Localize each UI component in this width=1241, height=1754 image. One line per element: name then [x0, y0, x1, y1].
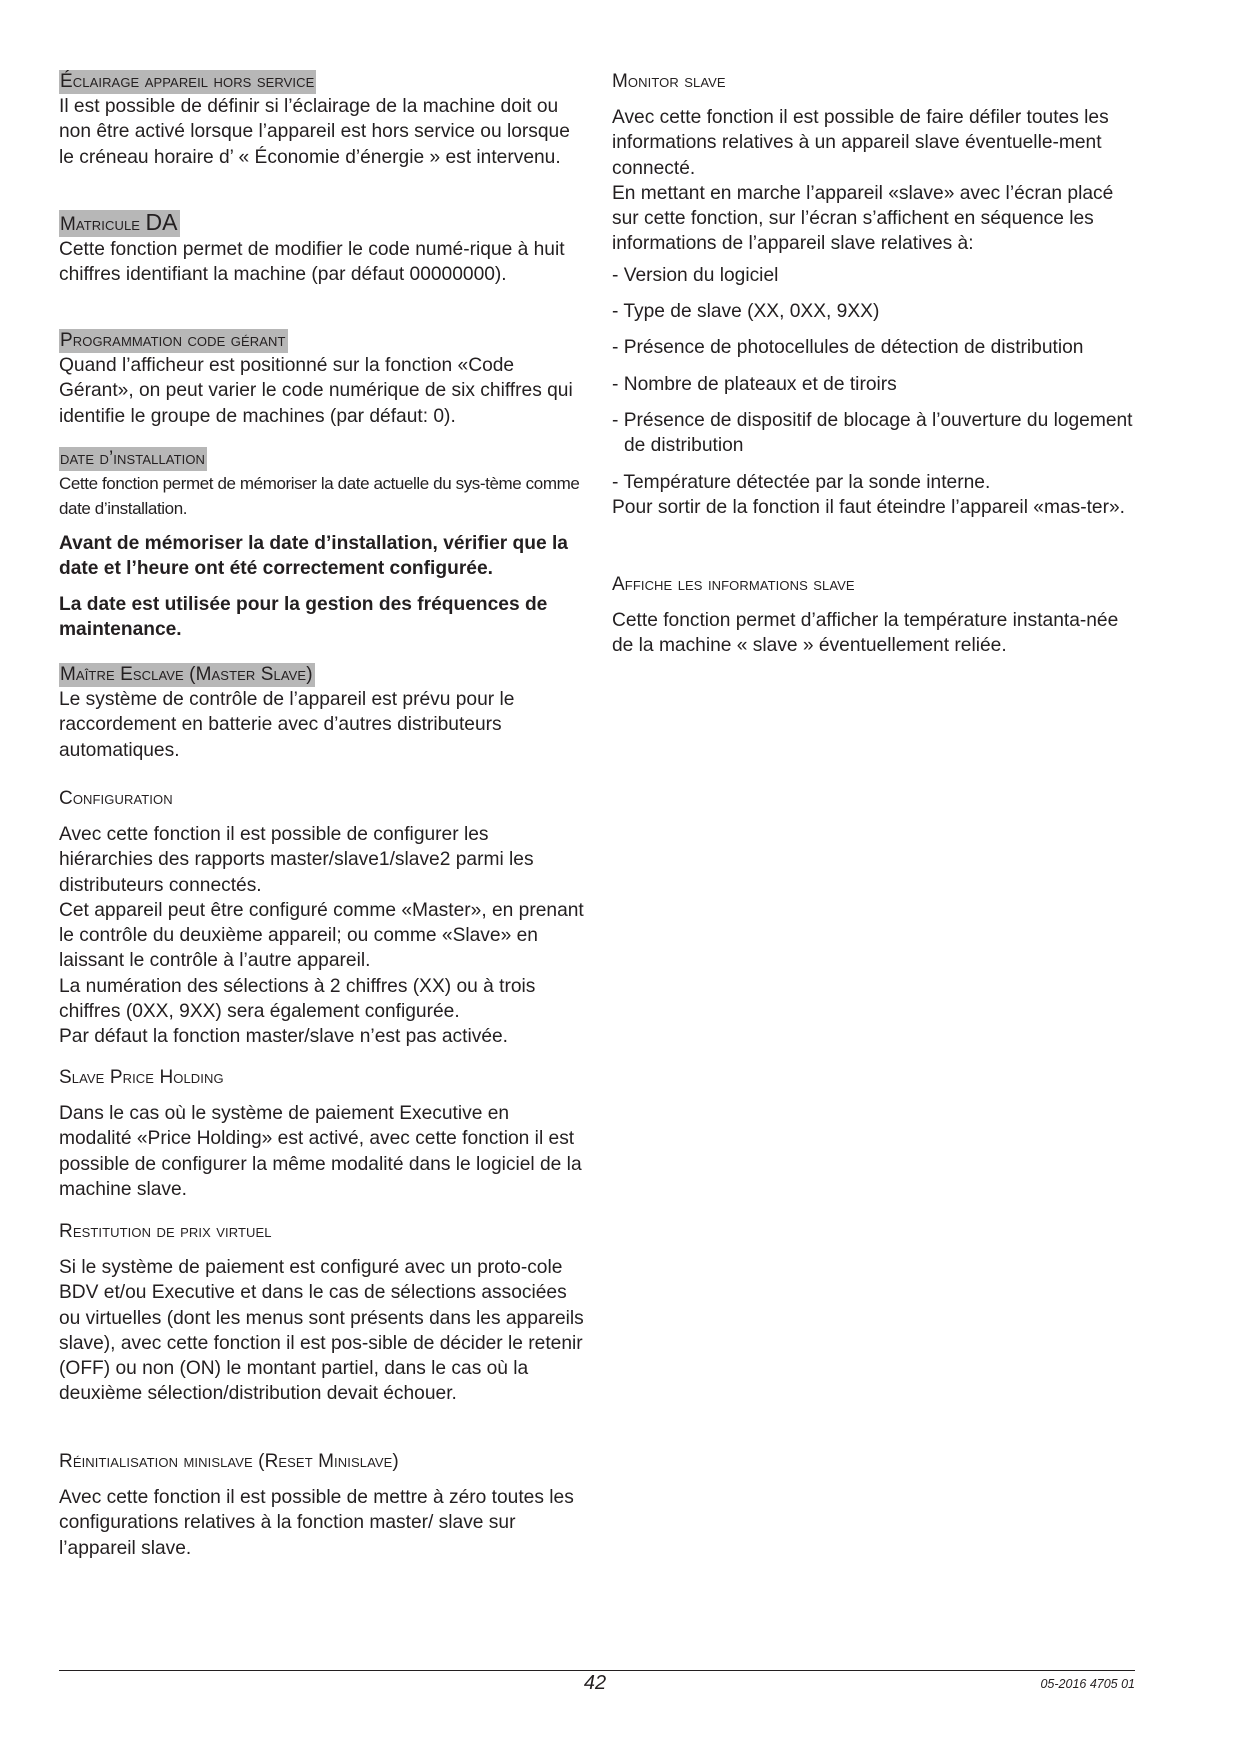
- section-installation: [59, 447, 584, 642]
- paragraph-configuration-2: Cet appareil peut être configuré comme «Master», en prenant le contrôle du deuxième appareil; ou comme «Slave» en laissant le contrôle à l’autre appareil.: [59, 899, 584, 972]
- list-item: - Température détectée par la sonde interne.: [612, 471, 991, 493]
- paragraph-monitor-exit: Pour sortir de la fonction il faut éteindre l’appareil «mas-ter».: [612, 496, 1125, 518]
- paragraph-monitor-2: En mettant en marche l’appareil «slave» avec l’écran placé sur cette fonction, sur l’écran s’affichent en séquence les informations de l’appareil slave relatives à:: [612, 182, 1114, 255]
- paragraph-programmation: Quand l’afficheur est positionné sur la fonction «Code Gérant», on peut varier le code numérique de six chiffres qui identifie le groupe de machines (par défaut: 0).: [59, 355, 573, 427]
- paragraph-price-holding: Dans le cas où le système de paiement Executive en modalité «Price Holding» est activé, avec cette fonction il est possible de configurer la même modalité dans le logiciel de la machine slave.: [59, 1103, 582, 1200]
- paragraph-configuration-1: Avec cette fonction il est possible de configurer les hiérarchies des rapports master/slave1/slave2 parmi les distributeurs connectés.: [59, 824, 534, 896]
- section-configuration: [59, 787, 584, 1050]
- paragraph-installation: Cette fonction permet de mémoriser la date actuelle du sys-tème comme date d’installation.: [59, 474, 580, 518]
- section-affiche: [612, 573, 1142, 659]
- section-price-holding: [59, 1066, 584, 1202]
- paragraph-configuration-4: Par défaut la fonction master/slave n’est pas activée.: [59, 1026, 509, 1048]
- warning-installation-2: La date est utilisée pour la gestion des fréquences de maintenance.: [59, 593, 548, 640]
- paragraph-matricule: Cette fonction permet de modifier le code numé-rique à huit chiffres identifiant la machine (par défaut 00000000).: [59, 239, 565, 286]
- heading-monitor: Monitor slave: [612, 71, 726, 92]
- section-monitor: [612, 70, 1142, 520]
- section-reinit: [59, 1450, 584, 1561]
- paragraph-monitor-1: Avec cette fonction il est possible de faire défiler toutes les informations relatives à un appareil slave éventuelle-ment connecté.: [612, 107, 1109, 179]
- paragraph-restitution: Si le système de paiement est configuré avec un proto-cole BDV et/ou Executive et dans le cas de sélections associées ou virtuelles (dont les menus sont présents dans les appareils slave), avec cette fonction il est pos-sible de décider le retenir (OFF) ou non (ON) le montant partiel, dans le cas où la deuxième sélection/distribution devait échouer.: [59, 1257, 584, 1405]
- document-reference: 05-2016 4705 01: [1040, 1677, 1135, 1691]
- heading-restitution: Restitution de prix virtuel: [59, 1221, 272, 1242]
- heading-matricule-text: Matricule: [60, 214, 141, 235]
- section-restitution: [59, 1220, 584, 1407]
- section-maitre: [59, 663, 584, 763]
- list-item: - Version du logiciel: [612, 264, 779, 286]
- list-item: - Présence de dispositif de blocage à l’ouverture du logement de distribution: [612, 409, 1133, 457]
- section-matricule: [59, 210, 584, 288]
- heading-eclairage: Éclairage appareil hors service: [60, 71, 315, 92]
- page-number: 42: [583, 1672, 607, 1694]
- list-item: - Présence de photocellules de détection de distribution: [612, 337, 1084, 359]
- heading-programmation: Programmation code gérant: [60, 330, 286, 351]
- list-item: - Type de slave (XX, 0XX, 9XX): [612, 301, 880, 323]
- heading-matricule: [59, 210, 180, 237]
- paragraph-configuration-3: La numération des sélections à 2 chiffres (XX) ou à trois chiffres (0XX, 9XX) sera également configurée.: [59, 975, 536, 1023]
- list-item: - Nombre de plateaux et de tiroirs: [612, 373, 897, 395]
- paragraph-reinit: Avec cette fonction il est possible de mettre à zéro toutes les configurations relatives à la fonction master/ slave sur l’appareil slave.: [59, 1487, 574, 1559]
- heading-reinit: Réinitialisation minislave (Reset Minislave): [59, 1451, 399, 1472]
- heading-configuration: Configuration: [59, 788, 173, 809]
- section-programmation: [59, 329, 584, 429]
- heading-maitre: Maître Esclave (Master Slave): [60, 664, 313, 685]
- heading-affiche: Affiche les informations slave: [612, 574, 855, 595]
- heading-price-holding: Slave Price Holding: [59, 1067, 224, 1088]
- warning-installation-1: Avant de mémoriser la date d’installation, vérifier que la date et l’heure ont été correctement configurée.: [59, 533, 568, 580]
- heading-installation: date d’installation: [60, 448, 206, 469]
- paragraph-affiche: Cette fonction permet d’afficher la température instanta-née de la machine « slave » éventuellement reliée.: [612, 610, 1119, 657]
- paragraph-maitre: Le système de contrôle de l’appareil est prévu pour le raccordement en batterie avec d’autres distributeurs automatiques.: [59, 689, 515, 761]
- section-eclairage: [59, 70, 584, 170]
- paragraph-eclairage: Il est possible de définir si l’éclairage de la machine doit ou non être activé lorsque l’appareil est hors service ou lorsque le créneau horaire d’ « Économie d’énergie » est intervenu.: [59, 96, 570, 168]
- heading-matricule-suffix: DA: [145, 209, 178, 235]
